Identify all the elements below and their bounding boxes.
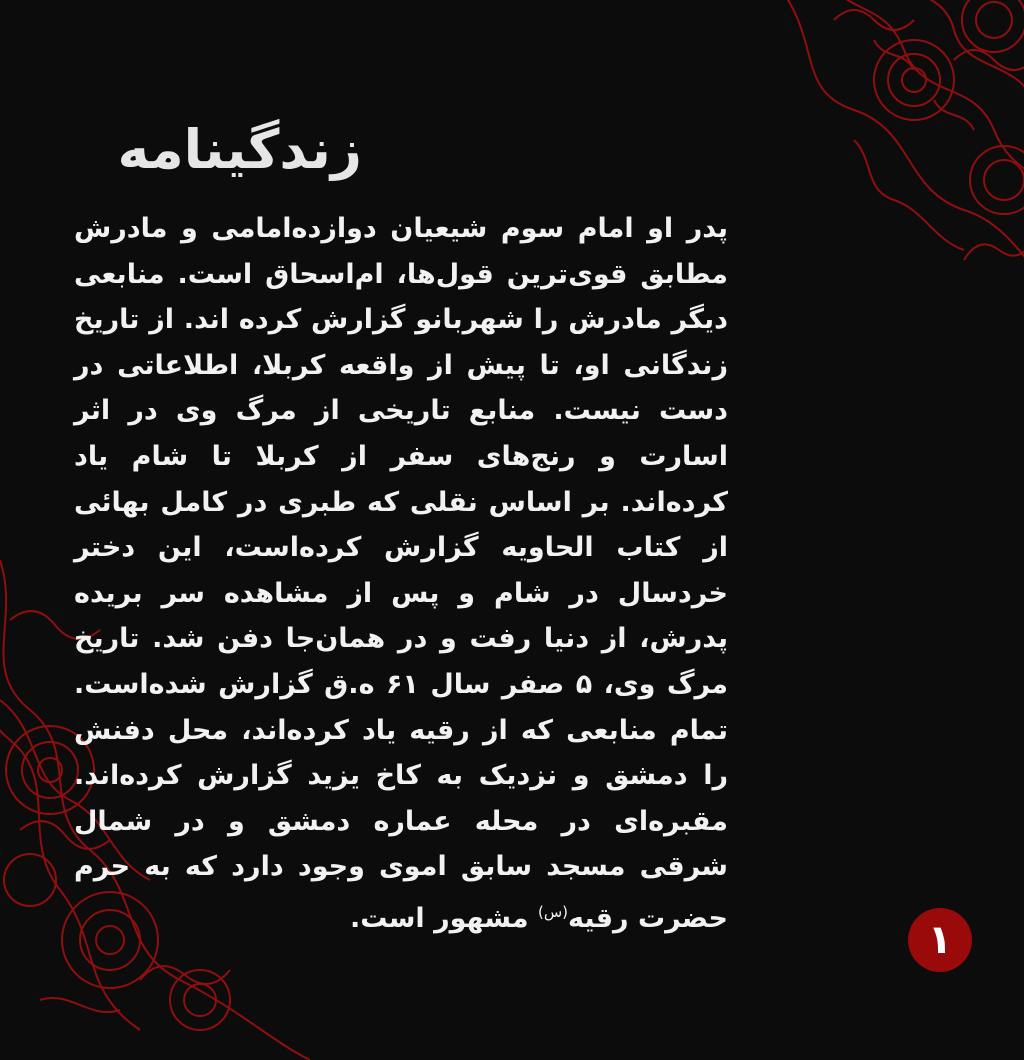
biography-paragraph bbox=[74, 206, 728, 942]
page-number-badge: ۱ bbox=[908, 908, 972, 972]
biography-text-end: مشهور است. bbox=[350, 902, 538, 934]
ornament-top-right bbox=[734, 0, 1024, 320]
honorific-superscript: (س) bbox=[537, 902, 568, 921]
biography-text: پدر او امام سوم شیعیان دوازده‌امامی و مادرش مطابق قوی‌ترین قول‌ها، ام‌اسحاق است. منابعی دیگر مادرش را شهربانو گزارش کرده اند. از تاریخ زندگانی او، تا پیش از واقعه کربلا، اطلاعاتی در دست نیست. منابع تاریخی از مرگ وی در اثر اسارت و رنج‌های سفر از کربلا تا شام یاد کرده‌اند. بر اساس نقلی که طبری در کامل بهائی از کتاب الحاویه گزارش کرده‌است، این دختر خردسال در شام و پس از مشاهده سر بریده پدرش، از دنیا رفت و در همان‌جا دفن شد. تاریخ مرگ وی، ۵ صفر سال ۶۱ ه.ق گزارش شده‌است. تمام منابعی که از رقیه یاد کرده‌اند، محل دفنش را دمشق و نزدیک به کاخ یزید گزارش کرده‌اند. مقبره‌ای در محله عماره دمشق و در شمال شرقی مسجد سابق اموی وجود دارد که به حرم حضرت رقیه bbox=[74, 213, 728, 934]
page-title: زندگینامه bbox=[117, 118, 362, 181]
